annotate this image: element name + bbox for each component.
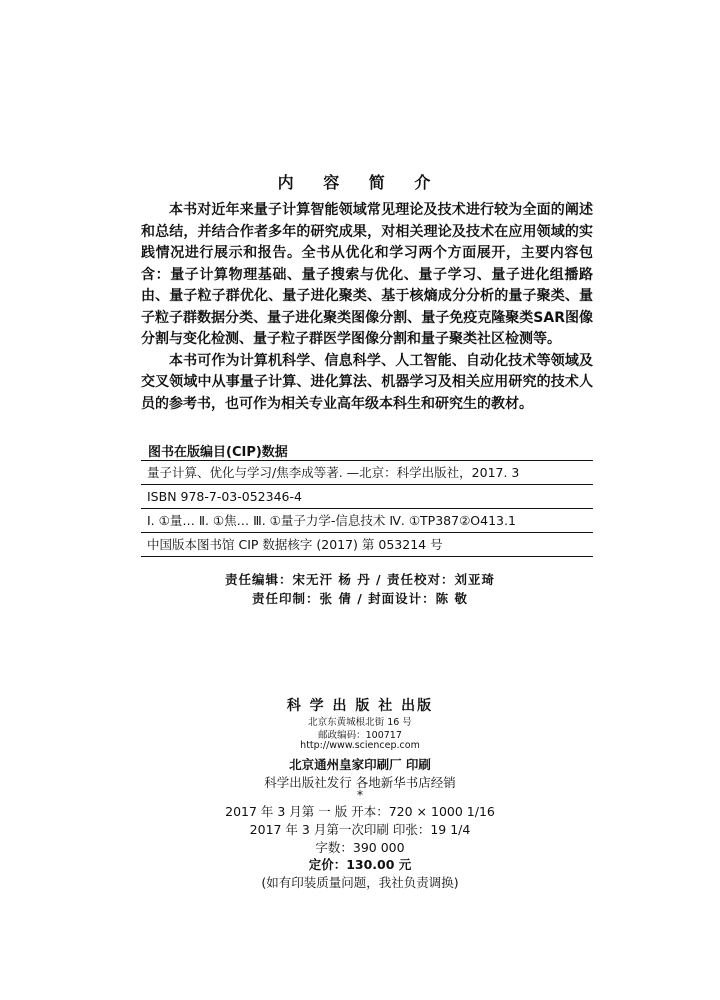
printer-line: 北京通州皇家印刷厂 印刷: [289, 757, 431, 772]
price-line: 定价：130.00 元: [308, 857, 412, 872]
summary-title: 内 容 简 介: [277, 173, 443, 192]
cip-row-bibliographic: 量子计算、优化与学习/焦李成等著. —北京：科学出版社，2017. 3: [141, 461, 593, 485]
cip-row-record-number: 中国版本图书馆 CIP 数据核字 (2017) 第 053214 号: [147, 537, 443, 552]
wordcount-line: 字数：390 000: [315, 840, 405, 855]
publisher-postcode: 邮政编码：100717: [318, 730, 402, 741]
edition-line: 2017 年 3 月第 一 版 开本：720 × 1000 1/16: [225, 804, 495, 819]
quality-notice: (如有印装质量问题，我社负责调换): [261, 875, 459, 890]
publisher-address: 北京东黄城根北街 16 号: [308, 717, 412, 728]
credits-editors: 责任编辑：宋无汗 杨 丹 / 责任校对：刘亚琦: [225, 572, 495, 587]
cip-row-isbn: ISBN 978-7-03-052346-4: [141, 485, 593, 509]
credits-production: 责任印制：张 倩 / 封面设计：陈 敬: [252, 591, 468, 606]
publisher-name: 科 学 出 版 社 出版: [286, 698, 434, 714]
printing-line: 2017 年 3 月第一次印刷 印张：19 1/4: [249, 822, 471, 837]
summary-paragraph-1: 本书对近年来量子计算智能领域常见理论及技术进行较为全面的阐述和总结，并结合作者多年的研究成果，对相关理论及技术在应用领域的实践情况进行展示和报告。全书从优化和学习两个方面展开，主要内容包含：量子计算物理基础、量子搜索与优化、量子学习、量子进化组播路由、量子粒子群优化、量子进化聚类、基于核熵成分分析的量子聚类、量子粒子群数据分类、量子进化聚类图像分割、量子免疫克隆聚类SAR图像分割与变化检测、量子粒子群医学图像分割和量子聚类社区检测等。: [141, 202, 593, 347]
distribution-line: 科学出版社发行 各地新华书店经销: [264, 775, 456, 790]
cip-data-box: [141, 460, 593, 557]
publisher-url[interactable]: http://www.sciencep.com: [300, 740, 420, 751]
summary-body: [141, 200, 593, 415]
separator-star: *: [356, 787, 364, 802]
cip-heading: 图书在版编目(CIP)数据: [148, 445, 288, 460]
summary-paragraph-2: 本书可作为计算机科学、信息科学、人工智能、自动化技术等领域及交叉领域中从事量子计算、进化算法、机器学习及相关应用研究的技术人员的参考书，也可作为相关专业高年级本科生和研究生的教材。: [141, 352, 593, 412]
cip-row-classification: Ⅰ. ①量… Ⅱ. ①焦… Ⅲ. ①量子力学-信息技术 Ⅳ. ①TP387②O413.1: [141, 509, 593, 533]
